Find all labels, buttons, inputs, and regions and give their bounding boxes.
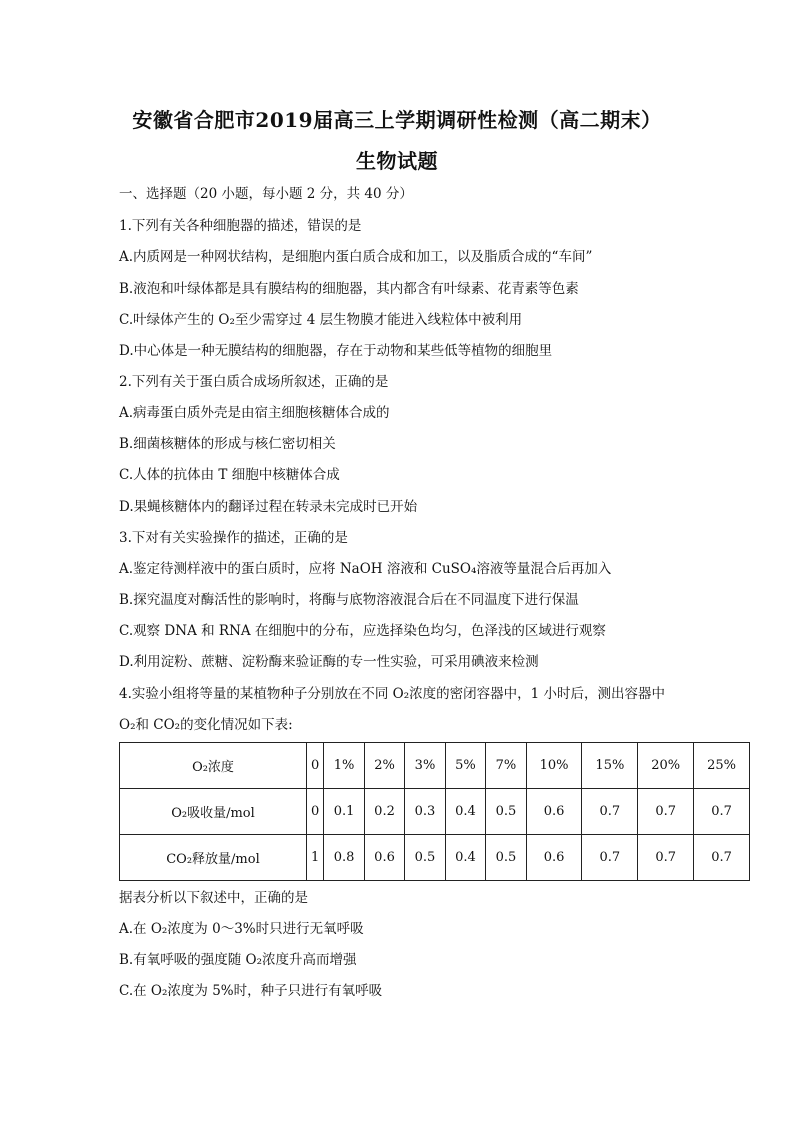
question-3-stem: 3.下对有关实验操作的描述，正确的是 [119,530,348,546]
question-4-stem-line2: O₂和 CO₂的变化情况如下表: [119,717,293,733]
table-row [120,789,750,835]
table-cell: 0.1 [324,789,364,835]
question-3-option-b: B.探究温度对酶活性的影响时，将酶与底物溶液混合后在不同温度下进行保温 [119,592,579,608]
question-1-option-c: C.叶绿体产生的 O₂至少需穿过 4 层生物膜才能进入线粒体中被利用 [119,312,523,328]
table-row-label: O₂吸收量/mol [120,789,307,835]
table-cell: 0.3 [405,789,445,835]
table-cell: 1 [307,835,324,881]
question-2-stem: 2.下列有关于蛋白质合成场所叙述，正确的是 [119,374,389,390]
question-3-option-c: C.观察 DNA 和 RNA 在细胞中的分布，应选择染色均匀，色泽浅的区域进行观察 [119,623,606,639]
document-subtitle: 生物试题 [356,149,438,173]
table-cell: 0.6 [526,789,582,835]
table-cell: 20% [638,743,694,789]
table-cell: 0.5 [486,835,526,881]
table-cell: 25% [694,743,750,789]
question-4-option-a: A.在 O₂浓度为 0～3%时只进行无氧呼吸 [119,921,364,937]
table-cell: 0.7 [694,835,750,881]
table-cell: 0.7 [694,789,750,835]
table-row [120,835,750,881]
section-heading: 一、选择题（20 小题，每小题 2 分，共 40 分） [119,186,413,202]
table-cell: 0.8 [324,835,364,881]
table-cell: 0.6 [526,835,582,881]
table-cell: 0.5 [405,835,445,881]
table-cell: 0.7 [638,789,694,835]
question-4-option-c: C.在 O₂浓度为 5%时，种子只进行有氧呼吸 [119,983,383,999]
table-cell: 0 [307,743,324,789]
table-cell: 0.4 [445,835,485,881]
table-row [120,743,750,789]
question-2-option-d: D.果蝇核糖体内的翻译过程在转录未完成时已开始 [119,499,418,515]
document-title: 安徽省合肥市2019届高三上学期调研性检测（高二期末） [132,108,662,132]
question-1-option-b: B.液泡和叶绿体都是具有膜结构的细胞器，其内都含有叶绿素、花青素等色素 [119,281,579,297]
table-cell: 2% [364,743,404,789]
table-cell: 5% [445,743,485,789]
table-cell: 0.4 [445,789,485,835]
table-cell: 3% [405,743,445,789]
table-row-label: O₂浓度 [120,743,307,789]
question-1-stem: 1.下列有关各种细胞器的描述，错误的是 [119,218,362,234]
table-cell: 0.7 [582,835,638,881]
table-row-label: CO₂释放量/mol [120,835,307,881]
question-1-option-a: A.内质网是一种网状结构，是细胞内蛋白质合成和加工，以及脂质合成的“车间” [119,249,593,265]
table-cell: 0 [307,789,324,835]
question-4-stem-line1: 4.实验小组将等量的某植物种子分别放在不同 O₂浓度的密闭容器中，1 小时后，测出容器中 [119,686,666,702]
table-cell: 0.6 [364,835,404,881]
table-cell: 0.7 [582,789,638,835]
question-2-option-a: A.病毒蛋白质外壳是由宿主细胞核糖体合成的 [119,405,390,421]
table-cell: 0.2 [364,789,404,835]
table-cell: 1% [324,743,364,789]
question-2-option-b: B.细菌核糖体的形成与核仁密切相关 [119,436,336,452]
question-3-option-a: A.鉴定待测样液中的蛋白质时，应将 NaOH 溶液和 CuSO₄溶液等量混合后再加入 [119,561,612,577]
table-cell: 7% [486,743,526,789]
table-cell: 0.5 [486,789,526,835]
question-4-option-b: B.有氧呼吸的强度随 O₂浓度升高而增强 [119,952,357,968]
table-cell: 10% [526,743,582,789]
table-cell: 0.7 [638,835,694,881]
oxygen-data-table [119,742,750,881]
question-3-option-d: D.利用淀粉、蔗糖、淀粉酶来验证酶的专一性实验，可采用碘液来检测 [119,654,539,670]
question-2-option-c: C.人体的抗体由 T 细胞中核糖体合成 [119,467,340,483]
table-cell: 15% [582,743,638,789]
question-4-prompt: 据表分析以下叙述中，正确的是 [119,890,308,906]
question-1-option-d: D.中心体是一种无膜结构的细胞器，存在于动物和某些低等植物的细胞里 [119,343,553,359]
